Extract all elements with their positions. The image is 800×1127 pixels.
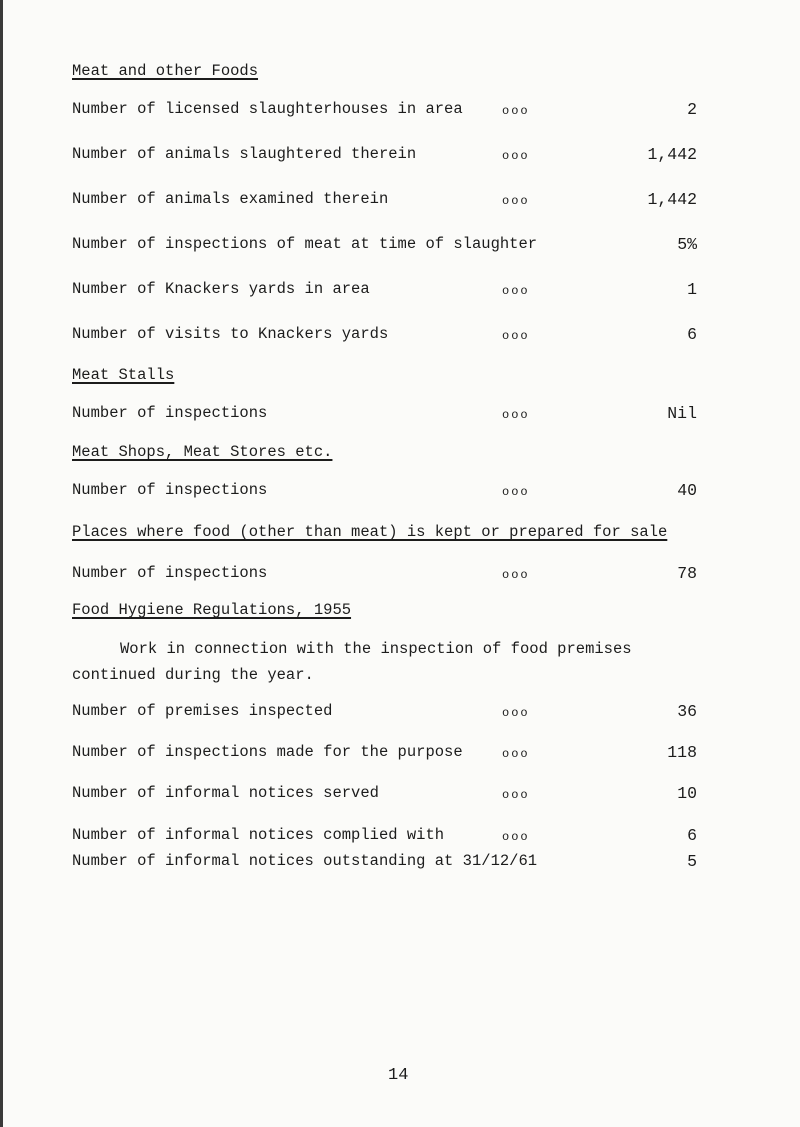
row-licensed-slaughterhouses (72, 100, 712, 122)
row-places-inspections (72, 564, 712, 586)
row-inspections-at-slaughter (72, 235, 712, 257)
leader-dots: ooo (502, 329, 530, 343)
hygiene-paragraph (72, 636, 712, 688)
row-label: Number of inspections made for the purpose (72, 743, 463, 761)
leader-dots: ooo (502, 104, 530, 118)
row-label: Number of visits to Knackers yards (72, 325, 389, 343)
leader-dots: ooo (502, 194, 530, 208)
row-value: 1,442 (647, 190, 697, 209)
leader-dots: ooo (502, 485, 530, 499)
row-value: Nil (667, 404, 697, 423)
row-premises-inspected (72, 702, 712, 724)
row-label: Number of animals slaughtered therein (72, 145, 417, 163)
page-number: 14 (388, 1066, 409, 1085)
row-value: 6 (687, 826, 697, 845)
row-value: 36 (677, 702, 697, 721)
leader-dots: ooo (502, 788, 530, 802)
leader-dots: ooo (502, 747, 530, 761)
leader-dots: ooo (502, 706, 530, 720)
row-label: Number of inspections (72, 404, 268, 422)
scan-edge (0, 0, 3, 1127)
row-value: 40 (677, 481, 697, 500)
row-shop-inspections (72, 481, 712, 503)
leader-dots: ooo (502, 149, 530, 163)
leader-dots: ooo (502, 830, 530, 844)
row-informal-notices-complied (72, 826, 712, 848)
heading-meat-stalls: Meat Stalls (72, 366, 175, 384)
row-value: 1 (687, 280, 697, 299)
leader-dots: ooo (502, 568, 530, 582)
row-value: 78 (677, 564, 697, 583)
row-value: 118 (667, 743, 697, 762)
heading-places-food-kept: Places where food (other than meat) is kept or prepared for sale (72, 523, 668, 541)
row-label: Number of premises inspected (72, 702, 333, 720)
row-informal-notices-served (72, 784, 712, 806)
row-knackers-yards (72, 280, 712, 302)
heading-meat-shops: Meat Shops, Meat Stores etc. (72, 443, 333, 461)
row-visits-knackers-yards (72, 325, 712, 347)
row-label: Number of informal notices complied with (72, 826, 445, 844)
row-animals-examined (72, 190, 712, 212)
heading-food-hygiene-regulations: Food Hygiene Regulations, 1955 (72, 601, 352, 619)
row-stall-inspections (72, 404, 712, 426)
row-value: 5% (677, 235, 697, 254)
row-value: 1,442 (647, 145, 697, 164)
row-label: Number of animals examined therein (72, 190, 389, 208)
row-informal-notices-outstanding (72, 852, 712, 874)
row-value: 10 (677, 784, 697, 803)
row-value: 2 (687, 100, 697, 119)
row-label: Number of licensed slaughterhouses in area (72, 100, 463, 118)
leader-dots: ooo (502, 284, 530, 298)
row-label: Number of Knackers yards in area (72, 280, 370, 298)
row-inspections-for-purpose (72, 743, 712, 765)
row-animals-slaughtered (72, 145, 712, 167)
hygiene-paragraph-text: Work in connection with the inspection of food premises continued during the year. (72, 640, 632, 684)
row-label: Number of inspections of meat at time of slaughter (72, 235, 538, 253)
row-label: Number of informal notices served (72, 784, 379, 802)
row-value: 6 (687, 325, 697, 344)
heading-meat-and-other-foods: Meat and other Foods (72, 62, 259, 80)
row-label: Number of inspections (72, 564, 268, 582)
row-label: Number of informal notices outstanding at 31/12/61 (72, 852, 538, 870)
row-label: Number of inspections (72, 481, 268, 499)
row-value: 5 (687, 852, 697, 871)
leader-dots: ooo (502, 408, 530, 422)
